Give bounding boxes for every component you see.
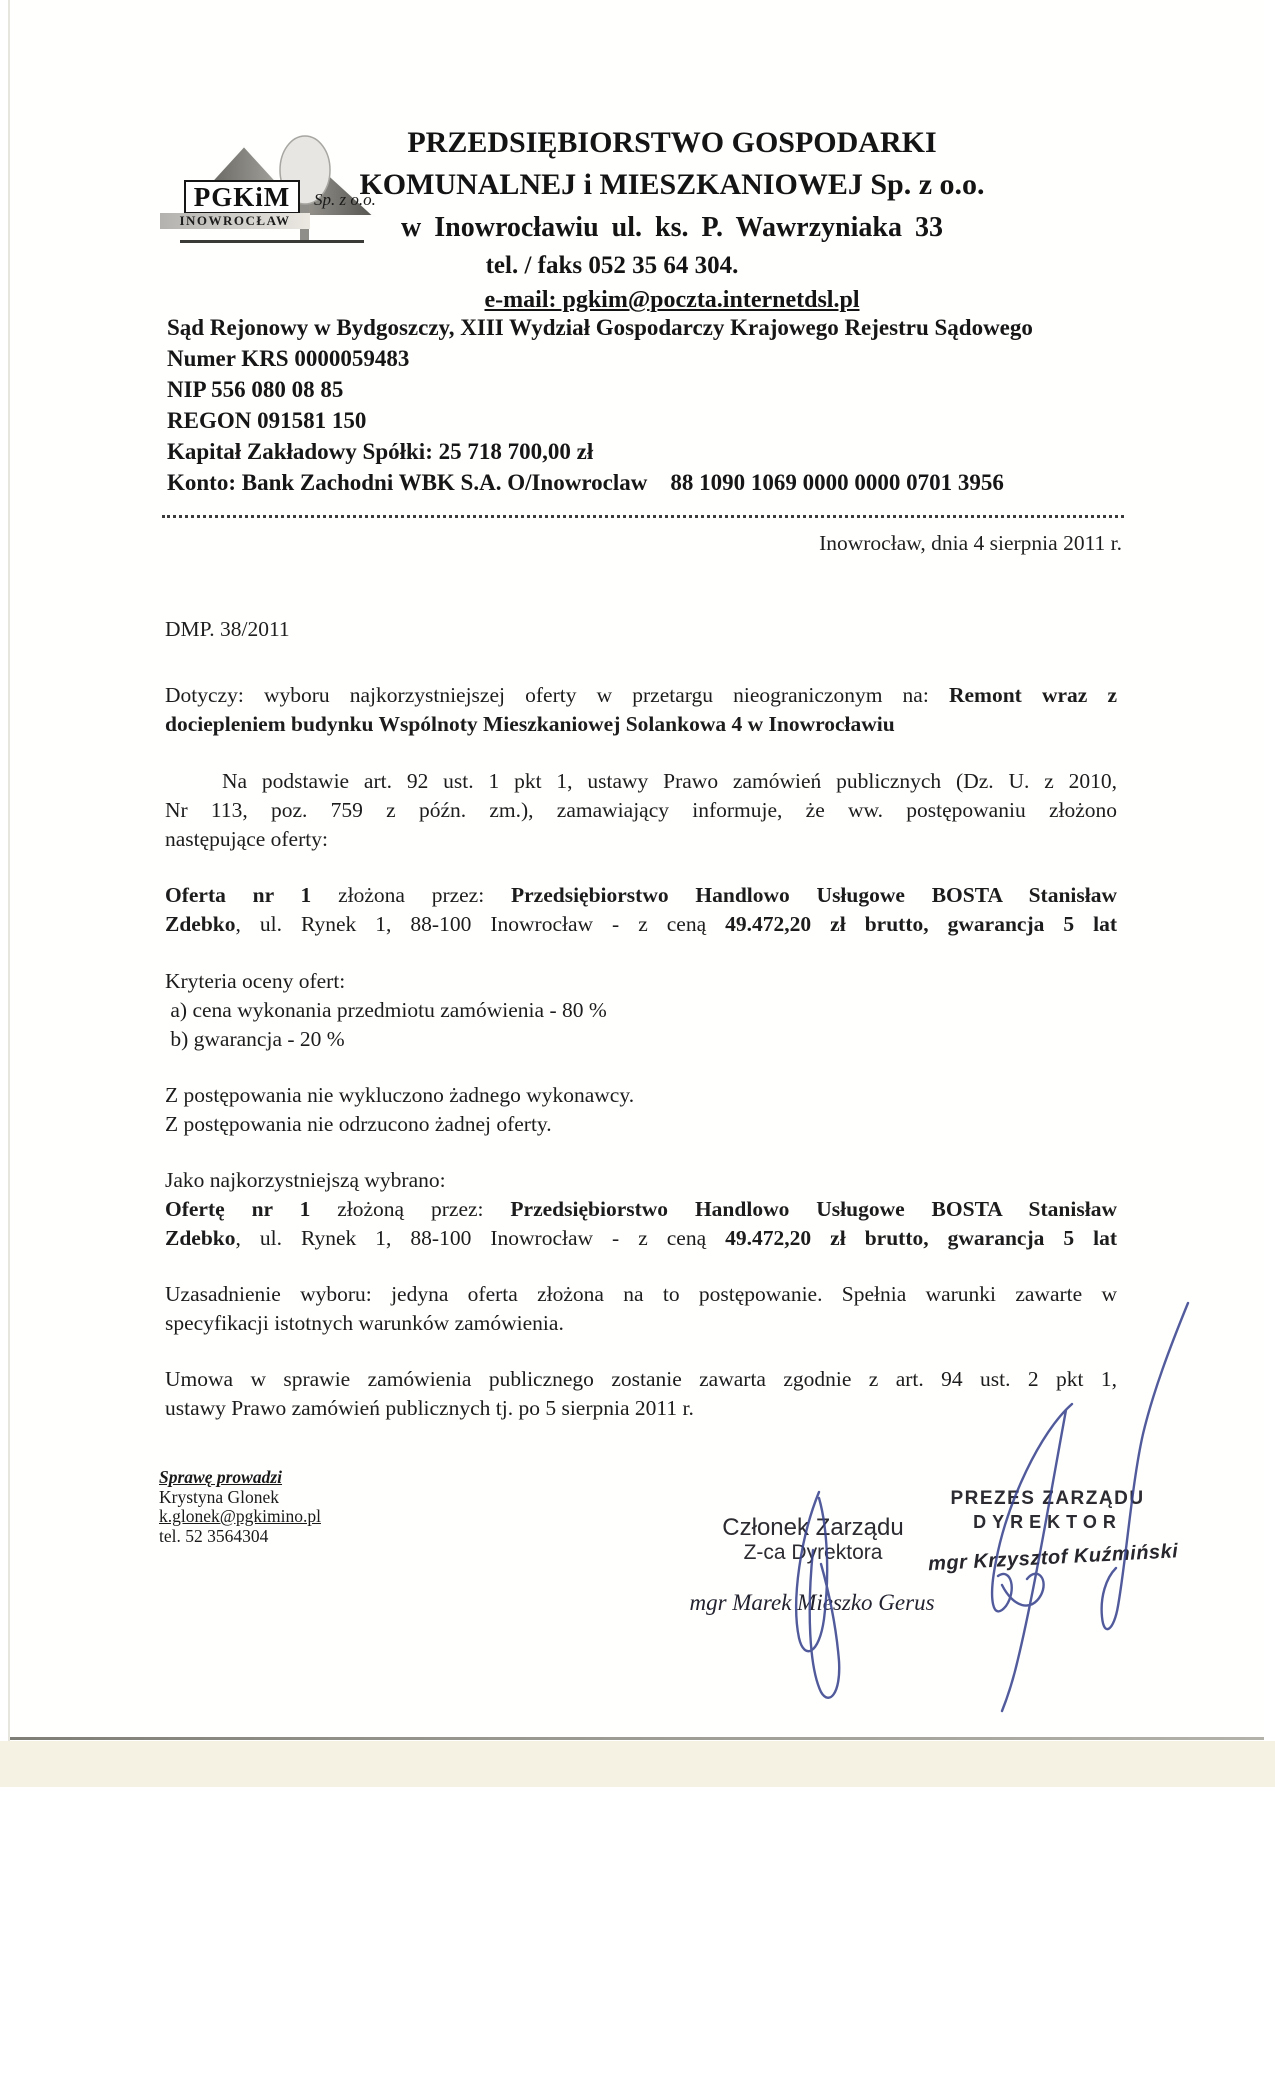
para-subject xyxy=(165,681,1117,739)
company-address: w Inowrocławiu ul. ks. P. Wawrzyniaka 33 xyxy=(401,212,943,243)
para-justification xyxy=(165,1280,1117,1338)
para-offer-line2: Zdebko, ul. Rynek 1, 88-100 Inowrocław - z ceną 49.472,20 zł brutto, gwarancja 5 lat xyxy=(165,912,1118,936)
para-subject-line1: Dotyczy: wyboru najkorzystniejszej oferty w przetargu nieograniczonym na: Remont wraz z xyxy=(165,683,1117,707)
page-bottom-edge xyxy=(10,1737,1264,1740)
para-justification-line1: Uzasadnienie wyboru: jedyna oferta złożona na to postępowanie. Spełnia warunki zawarte w xyxy=(165,1282,1117,1306)
brand-suffix: Sp. z o.o. xyxy=(314,190,376,209)
member-deputy-title: Z-ca Dyrektora xyxy=(743,1541,883,1564)
registry-capital: Kapitał Zakładowy Spółki: 25 718 700,00 zł xyxy=(167,439,594,464)
para-criteria-line3: b) gwarancja - 20 % xyxy=(165,1027,345,1051)
clerk-phone: tel. 52 3564304 xyxy=(159,1525,269,1546)
company-name-line1: PRZEDSIĘBIORSTWO GOSPODARKI xyxy=(407,126,937,159)
page xyxy=(8,0,1264,1741)
para-exclusions xyxy=(165,1081,1117,1139)
brand-city: INOWROCŁAW xyxy=(160,213,310,229)
para-selection-line2: Ofertę nr 1 złożoną przez: Przedsiębiorstwo Handlowo Usługowe BOSTA Stanisław xyxy=(165,1197,1117,1221)
president-subtitle: DYREKTOR xyxy=(973,1512,1122,1532)
company-phone: tel. / faks 052 35 64 304. xyxy=(485,252,739,279)
para-offer-line1: Oferta nr 1 złożona przez: Przedsiębiorstwo Handlowo Usługowe BOSTA Stanisław xyxy=(165,883,1117,907)
company-email xyxy=(332,287,1012,314)
dotted-separator xyxy=(162,500,1124,518)
clerk-name: Krystyna Glonek xyxy=(159,1486,280,1507)
para-criteria xyxy=(165,967,1117,1054)
company-email-text: e-mail: pgkim@poczta.internetdsl.pl xyxy=(484,287,860,313)
para-exclusions-line2: Z postępowania nie odrzucono żadnej oferty. xyxy=(165,1112,552,1136)
member-name: mgr Marek Mieszko Gerus xyxy=(689,1590,935,1615)
para-selection xyxy=(165,1166,1117,1253)
para-legal-basis-line2: Nr 113, poz. 759 z późn. zm.), zamawiający informuje, że ww. postępowaniu złożono xyxy=(165,798,1117,822)
para-contract-line1: Umowa w sprawie zamówienia publicznego zostanie zawarta zgodnie z art. 94 ust. 2 pkt 1, xyxy=(165,1367,1117,1391)
para-exclusions-line1: Z postępowania nie wykluczono żadnego wykonawcy. xyxy=(165,1083,635,1107)
para-subject-line2: dociepleniem budynku Wspólnoty Mieszkaniowej Solankowa 4 w Inowrocławiu xyxy=(165,712,895,736)
scanner-background-strip xyxy=(0,1741,1275,1787)
brand-box xyxy=(184,180,300,214)
para-justification-line2: specyfikacji istotnych warunków zamówienia. xyxy=(165,1311,564,1335)
para-legal-basis-line1: Na podstawie art. 92 ust. 1 pkt 1, ustawy Prawo zamówień publicznych (Dz. U. z 2010, xyxy=(222,769,1117,793)
registry-account: Konto: Bank Zachodni WBK S.A. O/Inowroclaw 88 1090 1069 0000 0000 0701 3956 xyxy=(167,470,1004,495)
para-selection-line3: Zdebko, ul. Rynek 1, 88-100 Inowrocław - z ceną 49.472,20 zł brutto, gwarancja 5 lat xyxy=(165,1226,1118,1250)
para-selection-line1: Jako najkorzystniejszą wybrano: xyxy=(165,1168,446,1192)
para-legal-basis-line3: następujące oferty: xyxy=(165,827,328,851)
para-criteria-line2: a) cena wykonania przedmiotu zamówienia - 80 % xyxy=(165,998,607,1022)
registry-krs: Numer KRS 0000059483 xyxy=(167,346,410,371)
clerk-email: k.glonek@pgkimino.pl xyxy=(159,1506,321,1526)
member-title: Członek Zarządu xyxy=(722,1514,904,1541)
dateline: Inowrocław, dnia 4 sierpnia 2011 r. xyxy=(819,531,1122,555)
clerk-heading: Sprawę prowadzi xyxy=(159,1467,283,1487)
registry-nip: NIP 556 080 08 85 xyxy=(167,377,344,402)
registry-court: Sąd Rejonowy w Bydgoszczy, XIII Wydział Gospodarczy Krajowego Rejestru Sądowego xyxy=(167,315,1033,340)
president-name: mgr Krzysztof Kuźmiński xyxy=(927,1540,1179,1576)
reference-number: DMP. 38/2011 xyxy=(165,617,290,641)
para-offer xyxy=(165,881,1117,939)
para-legal-basis xyxy=(165,767,1117,854)
registry-block xyxy=(167,312,1147,498)
clerk-block xyxy=(159,1468,321,1546)
para-criteria-line1: Kryteria oceny ofert: xyxy=(165,969,346,993)
brand-text: PGKiM xyxy=(193,182,291,212)
para-contract xyxy=(165,1365,1117,1423)
para-contract-line2: ustawy Prawo zamówień publicznych tj. po 5 sierpnia 2011 r. xyxy=(165,1396,694,1420)
registry-regon: REGON 091581 150 xyxy=(167,408,367,433)
company-name-line2: KOMUNALNEJ i MIESZKANIOWEJ Sp. z o.o. xyxy=(359,168,985,201)
president-title: PREZES ZARZĄDU xyxy=(950,1488,1145,1509)
